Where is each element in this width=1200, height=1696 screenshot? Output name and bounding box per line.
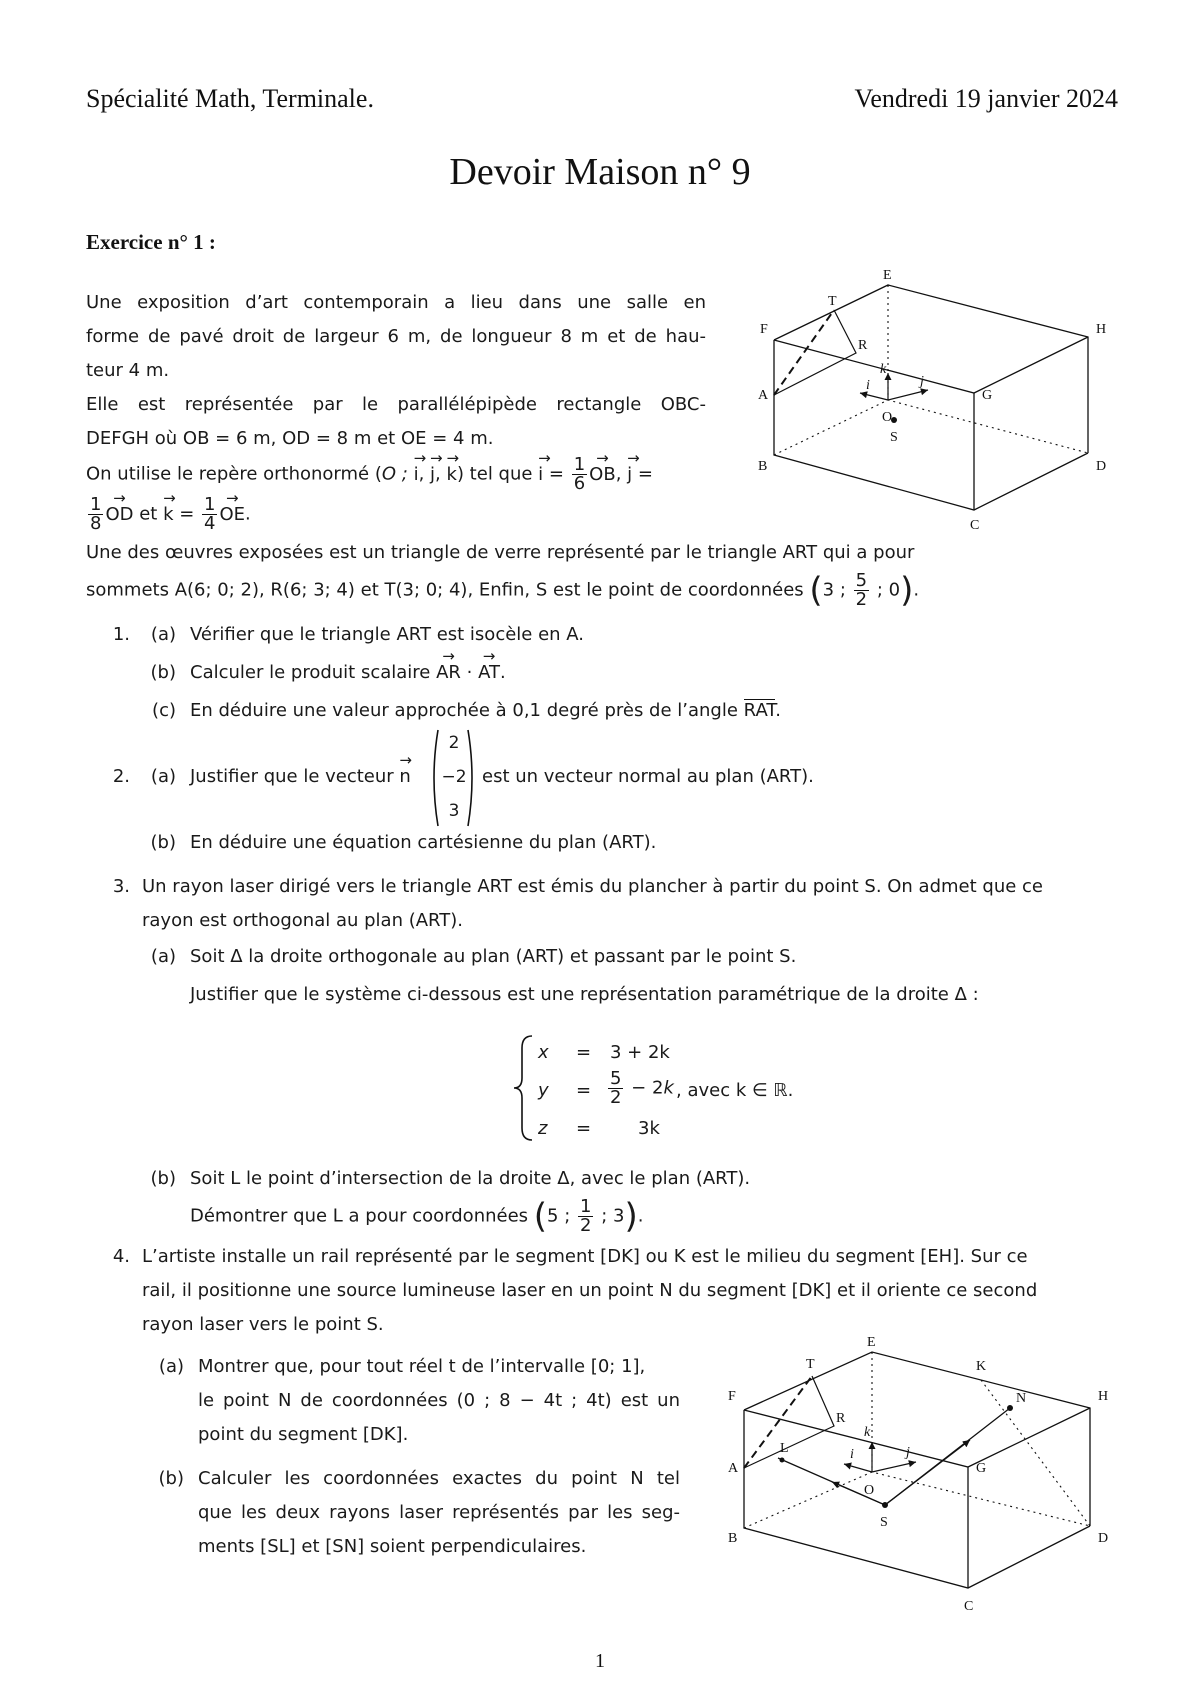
fig1-label-r: R <box>858 338 868 353</box>
fig2-vec-k: k <box>864 1425 871 1440</box>
q4-intro: L’artiste installe un rail représenté par le segment [DK] ou K est le milieu du segment [EH]. Sur ce rail, il positionne une source lumineuse laser en un point N du segment [DK] et il oriente ce second rayon laser vers le point S. <box>142 1246 1038 1335</box>
fig2-label-s: S <box>880 1515 888 1530</box>
fig1-label-e: E <box>883 268 892 283</box>
intro-line: teur 4 m. <box>86 360 170 381</box>
q3-intro: Un rayon laser dirigé vers le triangle ART est émis du plancher à partir du point S. On admet que ce rayon est orthogonal au plan (ART). <box>142 876 1044 931</box>
parametric-system <box>538 1036 938 1146</box>
page-title: Devoir Maison n° 9 <box>449 151 751 193</box>
system-row-y: y = $\frac{5}{2}$ − 2k , avec k ∈ ℝ. <box>538 1068 794 1108</box>
q2b-label: (b) <box>150 832 176 853</box>
fig2-label-c: C <box>964 1599 974 1614</box>
fig1-vec-i: i <box>866 378 870 393</box>
fig1-label-g: G <box>982 388 993 403</box>
q2a-tail: est un vecteur normal au plan (ART). <box>482 766 814 787</box>
q2a-lead: Justifier que le vecteur → n <box>190 760 411 794</box>
q3a-label: (a) <box>150 946 176 967</box>
header-subject: Spécialité Math, Terminale. <box>86 84 374 113</box>
intro-line: Une exposition d’art contemporain a lieu dans une salle en <box>86 292 706 313</box>
page-number: 1 <box>595 1650 605 1672</box>
q1c-line: En déduire une valeur approchée à 0,1 degré près de l’angle RAT. <box>190 700 781 721</box>
q3b-line1: Soit L le point d’intersection de la droite Δ, avec le plan (ART). <box>190 1168 751 1189</box>
fig1-label-d: D <box>1096 459 1107 474</box>
fig2-label-n: N <box>1016 1391 1027 1406</box>
q4-number: 4. <box>112 1246 130 1267</box>
intro-line-triangle: Une des œuvres exposées est un triangle de verre représenté par le triangle ART qui a pour <box>86 542 915 563</box>
system-row-z: z = 3k <box>538 1118 660 1139</box>
fig1-vec-j: j <box>920 374 924 389</box>
q2b-text: En déduire une équation cartésienne du plan (ART). <box>190 832 657 853</box>
exercise-heading: Exercice n° 1 : <box>86 230 216 254</box>
q2a-label: (a) <box>150 766 176 787</box>
fig2-label-l: L <box>780 1441 789 1456</box>
fig2-label-t: T <box>806 1357 815 1372</box>
intro-frame-line-2: $\frac{1}{8}$ → OD et → k = $\frac{1}{4}$ → OE. <box>86 496 706 540</box>
q1-number: 1. <box>112 624 130 645</box>
intro-line: DEFGH où OB = 6 m, OD = 8 m et OE = 4 m. <box>86 428 494 449</box>
intro-paragraph <box>86 286 706 540</box>
fig1-label-o: O <box>882 410 893 425</box>
q4a-label: (a) <box>158 1356 184 1377</box>
fig2-label-h: H <box>1098 1389 1109 1404</box>
q4b-label: (b) <box>158 1468 184 1489</box>
intro-line: forme de pavé droit de largeur 6 m, de longueur 8 m et de hau- <box>86 326 706 347</box>
q1a-text: Vérifier que le triangle ART est isocèle en A. <box>190 624 585 645</box>
q1b-label: (b) <box>150 662 176 683</box>
intro-line: Elle est représentée par le parallélépipède rectangle OBC- <box>86 394 706 415</box>
intro-frame-line: On utilise le repère orthonormé (O ; → i, → j, → k) tel que → i = $\frac{1}{6}$ → OB, → j = <box>86 456 706 496</box>
fig1-label-f: F <box>760 322 768 337</box>
system-row-x: x = 3 + 2k <box>538 1042 670 1063</box>
q1c-label: (c) <box>152 700 176 721</box>
fig2-label-b: B <box>728 1531 738 1546</box>
q2-number: 2. <box>112 766 130 787</box>
q1b-line: Calculer le produit scalaire → AR · → AT. <box>190 656 506 690</box>
figure-room-1 <box>750 265 1130 535</box>
fig2-label-d: D <box>1098 1531 1109 1546</box>
fig1-label-a: A <box>758 388 769 403</box>
intro-line-summits: sommets A(6; 0; 2), R(6; 3; 4) et T(3; 0; 4), Enfin, S est le point de coordonnées (3 ; $\frac{5}{2}$ ; 0). <box>86 570 920 611</box>
fig2-label-f: F <box>728 1389 736 1404</box>
q4a-text: Montrer que, pour tout réel t de l’intervalle [0; 1], le point N de coordonnées (0 ; 8 − 4t ; 4t) est un point du segment [DK]. <box>198 1356 680 1445</box>
q4b-text: Calculer les coordonnées exactes du point N tel que les deux rayons laser représentés par les seg- ments [SL] et [SN] soient perpendiculaires. <box>198 1468 680 1557</box>
q3-number: 3. <box>112 876 130 897</box>
q3a-text: Soit Δ la droite orthogonale au plan (ART) et passant par le point S. Justifier que le système ci-dessous est une représentation paramétrique de la droite Δ : <box>190 946 979 1005</box>
fig1-label-s: S <box>890 430 898 445</box>
fig2-label-e: E <box>867 1335 876 1350</box>
q3b-label: (b) <box>150 1168 176 1189</box>
fig2-label-r: R <box>836 1411 846 1426</box>
figure-room-2 <box>720 1330 1130 1620</box>
fig2-vec-i: i <box>850 1447 854 1462</box>
q3b-line2: Démontrer que L a pour coordonnées (5 ; $\frac{1}{2}$ ; 3). <box>190 1196 644 1237</box>
fig2-vec-j: j <box>906 1445 910 1460</box>
fig2-label-g: G <box>976 1461 987 1476</box>
fig2-label-k: K <box>976 1359 987 1374</box>
fig1-label-t: T <box>828 294 837 309</box>
fig1-label-b: B <box>758 459 768 474</box>
header-date: Vendredi 19 janvier 2024 <box>854 84 1118 113</box>
fig1-label-h: H <box>1096 322 1107 337</box>
fig2-label-o: O <box>864 1483 875 1498</box>
fig1-vec-k: k <box>880 362 887 377</box>
fig1-label-c: C <box>970 518 980 533</box>
normal-vector-components: 2 −2 3 <box>441 733 467 821</box>
fig2-label-a: A <box>728 1461 739 1476</box>
q1a-label: (a) <box>150 624 176 645</box>
